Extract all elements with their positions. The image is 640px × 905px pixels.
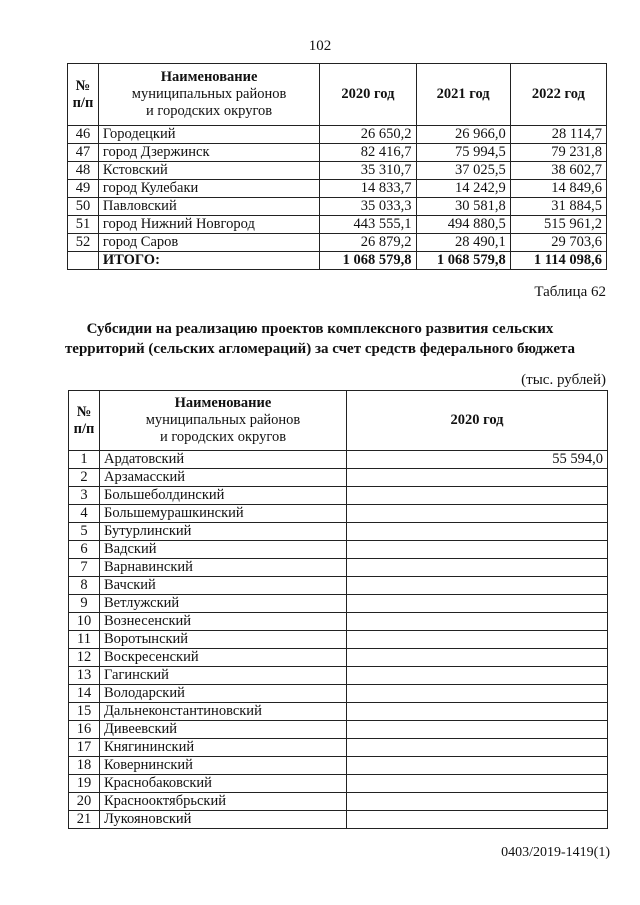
row-value-2020 (347, 487, 608, 505)
row-name: Краснобаковский (100, 775, 347, 793)
table-row (69, 667, 608, 685)
table-header-row (69, 391, 608, 451)
row-number: 11 (69, 631, 100, 649)
subsidies-table (68, 390, 608, 829)
table-row (69, 703, 608, 721)
row-name: Ветлужский (100, 595, 347, 613)
row-number: 14 (69, 685, 100, 703)
row-value-2020 (347, 505, 608, 523)
row-value-2020 (347, 469, 608, 487)
col-header-number (69, 391, 100, 451)
header-number-line: п/п (73, 420, 95, 437)
row-name: Дивеевский (100, 721, 347, 739)
row-value-2022: 28 114,7 (510, 126, 606, 144)
row-name: Володарский (100, 685, 347, 703)
row-number: 10 (69, 613, 100, 631)
row-number: 47 (68, 144, 99, 162)
row-value-2020 (347, 649, 608, 667)
table-row (68, 162, 607, 180)
row-name: город Саров (98, 234, 319, 252)
row-name: Бутурлинский (100, 523, 347, 541)
row-name: Вознесенский (100, 613, 347, 631)
page-number: 102 (308, 38, 332, 54)
row-name: Краснооктябрьский (100, 793, 347, 811)
header-name-line: Наименование (174, 395, 272, 411)
row-value-2020 (347, 577, 608, 595)
table-row (69, 793, 608, 811)
row-value-2020 (347, 667, 608, 685)
table-row (69, 469, 608, 487)
table-row (68, 126, 607, 144)
header-name-line: и городских округов (159, 429, 287, 445)
row-name: Княгининский (100, 739, 347, 757)
row-number: 21 (69, 811, 100, 829)
row-number: 5 (69, 523, 100, 541)
row-value-2021: 37 025,5 (416, 162, 510, 180)
col-header-number (68, 64, 99, 126)
row-number: 15 (69, 703, 100, 721)
table-row (69, 451, 608, 469)
row-name: город Дзержинск (98, 144, 319, 162)
row-number: 9 (69, 595, 100, 613)
col-header-name (100, 391, 347, 451)
table-row (69, 685, 608, 703)
row-name: Большеболдинский (100, 487, 347, 505)
table-row (68, 144, 607, 162)
total-value-2021: 1 068 579,8 (416, 252, 510, 270)
row-value-2022: 79 231,8 (510, 144, 606, 162)
table-row (68, 198, 607, 216)
row-name: Городецкий (98, 126, 319, 144)
header-number-line: № (75, 77, 91, 94)
row-number: 12 (69, 649, 100, 667)
row-value-2020 (347, 559, 608, 577)
row-value-2020 (347, 595, 608, 613)
table-row (69, 595, 608, 613)
row-name: Гагинский (100, 667, 347, 685)
table-row (68, 180, 607, 198)
table-row (69, 811, 608, 829)
row-name: город Нижний Новгород (98, 216, 319, 234)
header-name-line: муниципальных районов (131, 86, 287, 102)
row-number: 19 (69, 775, 100, 793)
row-value-2020: 26 879,2 (320, 234, 416, 252)
row-number: 3 (69, 487, 100, 505)
row-name: Вачский (100, 577, 347, 595)
row-value-2020 (347, 757, 608, 775)
row-value-2020: 35 033,3 (320, 198, 416, 216)
row-name: Воскресенский (100, 649, 347, 667)
table-row (69, 559, 608, 577)
row-name: город Кулебаки (98, 180, 319, 198)
row-name: Арзамасский (100, 469, 347, 487)
row-value-2020 (347, 811, 608, 829)
row-number: 16 (69, 721, 100, 739)
row-value-2020 (347, 721, 608, 739)
table-caption: Таблица 62 (534, 284, 606, 300)
row-number: 1 (69, 451, 100, 469)
row-name: Воротынский (100, 631, 347, 649)
table-row (69, 721, 608, 739)
row-value-2020 (347, 523, 608, 541)
row-value-2020: 443 555,1 (320, 216, 416, 234)
col-header-2020: 2020 год (347, 391, 608, 451)
row-number: 50 (68, 198, 99, 216)
row-name: Вадский (100, 541, 347, 559)
table-row (69, 649, 608, 667)
row-number: 51 (68, 216, 99, 234)
row-value-2020 (347, 685, 608, 703)
row-number: 20 (69, 793, 100, 811)
table-row (69, 577, 608, 595)
total-number-cell (68, 252, 99, 270)
row-value-2022: 31 884,5 (510, 198, 606, 216)
table-row (69, 739, 608, 757)
document-code: 0403/2019-1419(1) (501, 845, 610, 860)
row-value-2021: 26 966,0 (416, 126, 510, 144)
row-value-2020: 82 416,7 (320, 144, 416, 162)
row-value-2020 (347, 631, 608, 649)
row-value-2022: 38 602,7 (510, 162, 606, 180)
table-row (69, 631, 608, 649)
header-name-line: муниципальных районов (145, 412, 301, 428)
row-name: Большемурашкинский (100, 505, 347, 523)
unit-label: (тыс. рублей) (521, 372, 606, 388)
row-value-2021: 494 880,5 (416, 216, 510, 234)
header-name-line: и городских округов (146, 103, 273, 119)
header-number-line: № (76, 403, 92, 420)
table-row (69, 505, 608, 523)
row-value-2020 (347, 703, 608, 721)
row-number: 46 (68, 126, 99, 144)
row-name: Варнавинский (100, 559, 347, 577)
row-number: 52 (68, 234, 99, 252)
districts-table-continued (67, 63, 607, 270)
row-value-2020 (347, 793, 608, 811)
row-number: 18 (69, 757, 100, 775)
row-value-2020: 26 650,2 (320, 126, 416, 144)
table-row (68, 216, 607, 234)
total-value-2020: 1 068 579,8 (320, 252, 416, 270)
row-value-2020 (347, 739, 608, 757)
row-value-2020: 35 310,7 (320, 162, 416, 180)
heading-line: Субсидии на реализацию проектов комплексного развития сельских (86, 321, 554, 337)
total-label: ИТОГО: (98, 252, 319, 270)
row-value-2021: 30 581,8 (416, 198, 510, 216)
row-value-2020 (347, 541, 608, 559)
section-heading (0, 319, 640, 359)
row-number: 49 (68, 180, 99, 198)
row-name: Павловский (98, 198, 319, 216)
row-name: Кстовский (98, 162, 319, 180)
header-number-line: п/п (72, 94, 94, 111)
row-name: Ковернинский (100, 757, 347, 775)
row-name: Лукояновский (100, 811, 347, 829)
total-value-2022: 1 114 098,6 (510, 252, 606, 270)
heading-line: территорий (сельских агломераций) за счет средств федерального бюджета (64, 341, 576, 357)
row-value-2021: 28 490,1 (416, 234, 510, 252)
col-header-2022: 2022 год (510, 64, 606, 126)
row-number: 6 (69, 541, 100, 559)
row-number: 7 (69, 559, 100, 577)
table-row (69, 487, 608, 505)
row-value-2020: 14 833,7 (320, 180, 416, 198)
row-number: 4 (69, 505, 100, 523)
col-header-name (98, 64, 319, 126)
table-header-row (68, 64, 607, 126)
row-value-2022: 515 961,2 (510, 216, 606, 234)
table-row (69, 613, 608, 631)
row-number: 48 (68, 162, 99, 180)
row-number: 17 (69, 739, 100, 757)
row-number: 13 (69, 667, 100, 685)
row-value-2021: 75 994,5 (416, 144, 510, 162)
table-row (69, 541, 608, 559)
table-row (69, 757, 608, 775)
table-row (69, 775, 608, 793)
total-row (68, 252, 607, 270)
row-number: 2 (69, 469, 100, 487)
row-value-2020: 55 594,0 (347, 451, 608, 469)
table-row (68, 234, 607, 252)
header-name-line: Наименование (160, 69, 258, 85)
row-value-2022: 29 703,6 (510, 234, 606, 252)
row-value-2020 (347, 613, 608, 631)
row-number: 8 (69, 577, 100, 595)
row-value-2021: 14 242,9 (416, 180, 510, 198)
row-name: Дальнеконстантиновский (100, 703, 347, 721)
col-header-2020: 2020 год (320, 64, 416, 126)
row-value-2022: 14 849,6 (510, 180, 606, 198)
row-name: Ардатовский (100, 451, 347, 469)
row-value-2020 (347, 775, 608, 793)
col-header-2021: 2021 год (416, 64, 510, 126)
table-row (69, 523, 608, 541)
